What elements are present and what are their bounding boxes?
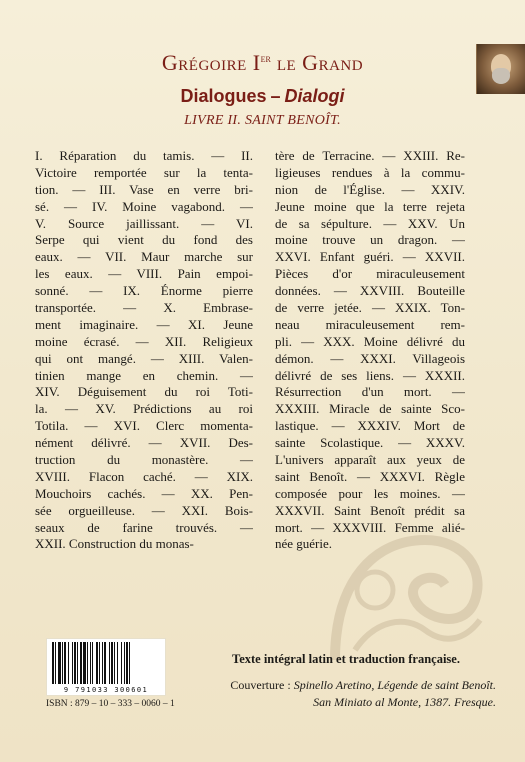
- barcode: [46, 638, 166, 696]
- chapter-line: Pièces d'or miraculeusement: [275, 266, 465, 282]
- chapter-line: neau miraculeusement rem-: [275, 316, 465, 332]
- chapter-line: seaux de farine trouvés. —: [35, 519, 253, 535]
- edition-note: Texte intégral latin et traduction française.: [232, 652, 460, 666]
- author-ordinal: er: [260, 51, 271, 65]
- chapter-line: Jeune moine que la terre rejeta: [275, 198, 465, 214]
- chapter-line: sée orgueilleuse. — XXI. Bois-: [35, 502, 253, 518]
- cover-header: [0, 50, 525, 129]
- chapter-line: V. Source jaillissant. — VI.: [35, 215, 253, 231]
- chapter-line: Serpe qui vient du fond des: [35, 232, 253, 248]
- chapter-line: tère de Terracine. — XXIII. Re-: [275, 148, 465, 163]
- chapter-line: Victoire remportée sur la tenta-: [35, 164, 253, 180]
- chapter-line: mort. — XXXVIII. Femme alié-: [275, 519, 465, 535]
- chapter-line: Résurrection d'un mort. —: [275, 384, 465, 400]
- chapter-line: XXVI. Enfant guéri. — XXVII.: [275, 249, 465, 265]
- chapter-line: lastique. — XXXIV. Mort de: [275, 418, 465, 434]
- subtitle-dash: –: [270, 86, 281, 106]
- chapter-column-left: [35, 148, 253, 588]
- chapter-line: données. — XXVIII. Bouteille: [275, 283, 465, 299]
- book-volume: LIVRE II. SAINT BENOÎT.: [184, 113, 341, 128]
- chapter-column-right: [275, 148, 465, 588]
- chapter-line: la. — XV. Prédictions au roi: [35, 401, 253, 417]
- chapter-line: Mouchoirs cachés. — XX. Pen-: [35, 485, 253, 501]
- chapter-line: Totila. — XVI. Clerc momenta-: [35, 418, 253, 434]
- chapter-line: nément délivré. — XVII. Des-: [35, 435, 253, 451]
- cover-credit-label: Couverture :: [230, 678, 294, 692]
- chapter-line: XXXIII. Miracle de sainte Sco-: [275, 401, 465, 417]
- author-epithet: le Grand: [270, 50, 364, 75]
- chapter-line: de sa sépulture. — XXV. Un: [275, 215, 465, 231]
- cover-credit: [196, 677, 496, 711]
- chapter-line: XIV. Déguisement du roi Toti-: [35, 384, 253, 400]
- author-title: [0, 50, 525, 76]
- chapter-line: sainte Scolastique. — XXXV.: [275, 435, 465, 451]
- barcode-bars: [51, 642, 161, 684]
- chapter-line: saint Benoît. — XXXVI. Règle: [275, 468, 465, 484]
- cover-credit-place: San Miniato al Monte, 1387. Fresque.: [313, 695, 496, 709]
- chapter-line: délivré de ses liens. — XXXII.: [275, 367, 465, 383]
- chapter-line: pli. — XXX. Moine délivré du: [275, 333, 465, 349]
- chapter-line: les eaux. — VIII. Pain empoi-: [35, 266, 253, 282]
- chapter-line: I. Réparation du tamis. — II.: [35, 148, 253, 163]
- chapter-line: tinien mange en chemin. —: [35, 367, 253, 383]
- chapter-line: XXII. Construction du monas-: [35, 536, 194, 552]
- chapter-line: qui ont mangé. — XIII. Valen-: [35, 350, 253, 366]
- chapter-line: ment imaginaire. — XI. Jeune: [35, 316, 253, 332]
- isbn: ISBN : 879 – 10 – 333 – 0060 – 1: [46, 699, 175, 709]
- chapter-line: L'univers apparaît aux yeux de: [275, 452, 465, 468]
- chapter-line: truction du monastère. —: [35, 452, 253, 468]
- book-subtitle: [0, 86, 525, 107]
- chapter-line: transportée. — X. Embrase-: [35, 300, 253, 316]
- chapter-line: composée pour les moines. —: [275, 485, 465, 501]
- chapter-line: sé. — IV. Moine vagabond. —: [35, 198, 253, 214]
- chapter-line: moine écrasé. — XII. Religieux: [35, 333, 253, 349]
- chapter-line: eaux. — VII. Maur marche sur: [35, 249, 253, 265]
- subtitle-french: Dialogues: [180, 86, 267, 106]
- footer-credits: [196, 652, 496, 711]
- cover-credit-work: Spinello Aretino, Légende de saint Benoît.: [293, 678, 496, 692]
- barcode-digits: 9 791033 300601: [63, 686, 149, 694]
- chapter-line: sonné. — IX. Énorme pierre: [35, 283, 253, 299]
- chapter-summary: [35, 148, 465, 588]
- chapter-line: moine trouve un dragon. —: [275, 232, 465, 248]
- chapter-line: tion. — III. Vase en verre bri-: [35, 181, 253, 197]
- chapter-line: XVIII. Flacon caché. — XIX.: [35, 468, 253, 484]
- author-name: Grégoire I: [161, 50, 261, 75]
- chapter-line: démon. — XXXI. Villageois: [275, 350, 465, 366]
- chapter-line: née guérie.: [275, 536, 333, 552]
- chapter-line: ligieuses rendues à la commu-: [275, 164, 465, 180]
- chapter-line: nion de l'Église. — XXIV.: [275, 181, 465, 197]
- subtitle-latin: Dialogi: [284, 86, 345, 106]
- chapter-line: de verre jetée. — XXIX. Ton-: [275, 300, 465, 316]
- chapter-line: XXXVII. Saint Benoît prédit sa: [275, 502, 465, 518]
